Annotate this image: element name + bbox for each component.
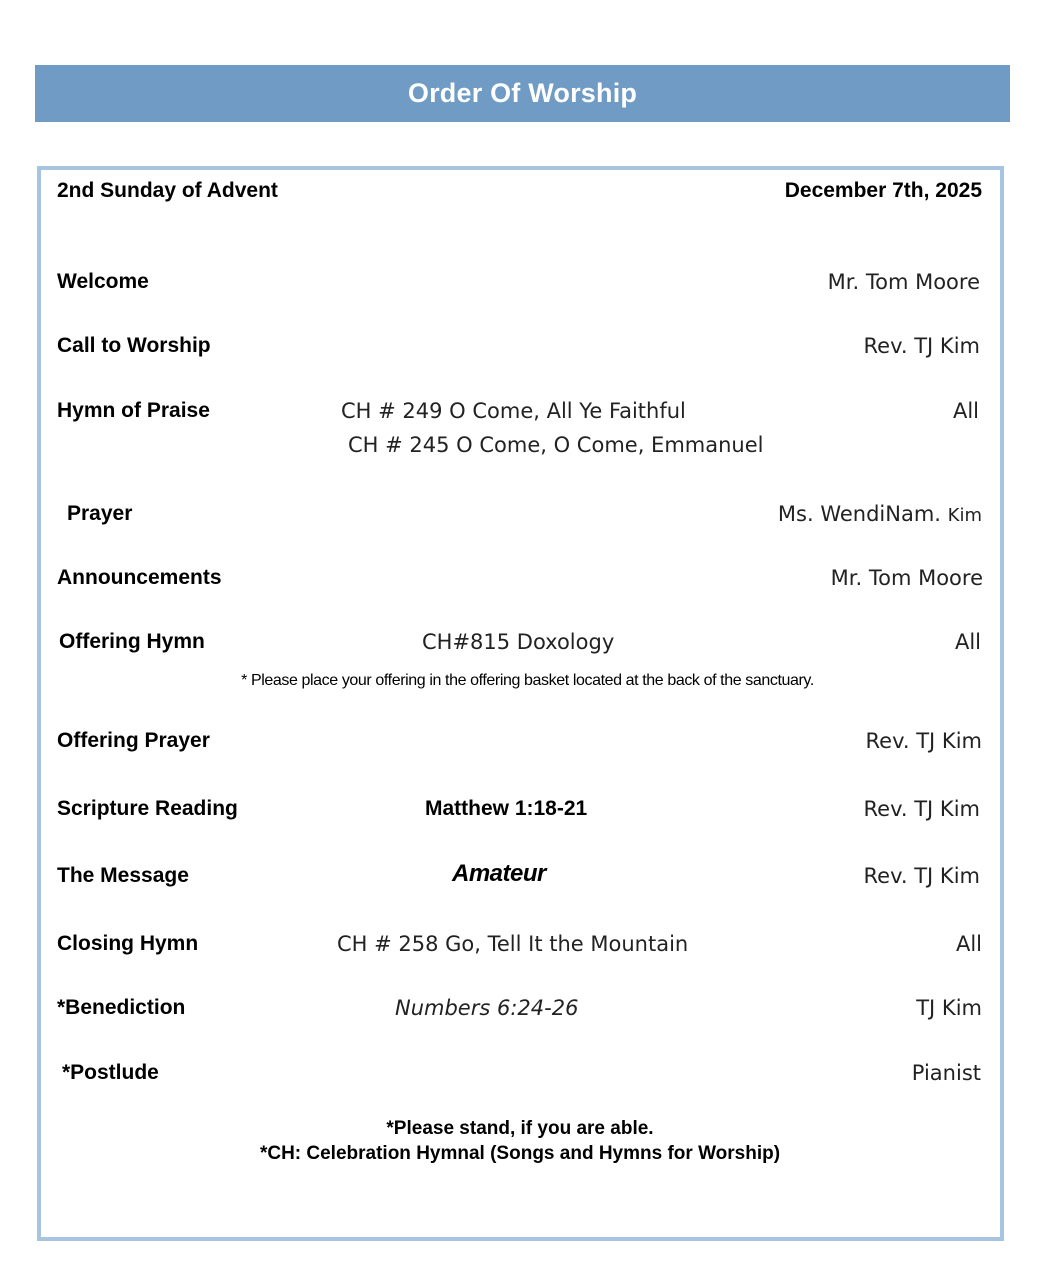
postlude-leader: Pianist bbox=[911, 1061, 981, 1085]
benediction-detail: Numbers 6:24-26 bbox=[395, 996, 579, 1020]
offering-hymn-detail: CH#815 Doxology bbox=[422, 630, 615, 654]
message-label: The Message bbox=[57, 864, 189, 887]
worship-order-frame bbox=[37, 166, 1004, 1241]
offering-hymn-label: Offering Hymn bbox=[59, 630, 205, 653]
call-to-worship-leader: Rev. TJ Kim bbox=[863, 334, 980, 358]
postlude-label: *Postlude bbox=[62, 1061, 159, 1084]
announcements-leader: Mr. Tom Moore bbox=[830, 566, 983, 590]
scripture-reading-label: Scripture Reading bbox=[57, 797, 238, 820]
message-title: Amateur bbox=[452, 860, 546, 887]
welcome-label: Welcome bbox=[57, 270, 149, 293]
hymn-of-praise-label: Hymn of Praise bbox=[57, 399, 210, 422]
scripture-reading-detail: Matthew 1:18-21 bbox=[425, 797, 588, 820]
hymn-of-praise-detail-2: CH # 245 O Come, O Come, Emmanuel bbox=[348, 433, 764, 457]
hymn-of-praise-detail-1: CH # 249 O Come, All Ye Faithful bbox=[341, 399, 686, 423]
prayer-leader bbox=[778, 502, 982, 526]
offering-hymn-leader: All bbox=[954, 630, 981, 654]
page-title-banner bbox=[35, 65, 1010, 122]
closing-hymn-leader: All bbox=[955, 932, 982, 956]
service-occasion: 2nd Sunday of Advent bbox=[57, 179, 278, 202]
page-title: Order Of Worship bbox=[407, 78, 638, 108]
footer-stand-note: *Please stand, if you are able. bbox=[386, 1118, 654, 1139]
scripture-reading-leader: Rev. TJ Kim bbox=[863, 797, 980, 821]
footer-hymnal-note: *CH: Celebration Hymnal (Songs and Hymns for Worship) bbox=[259, 1143, 781, 1164]
announcements-label: Announcements bbox=[57, 566, 222, 589]
offering-prayer-label: Offering Prayer bbox=[57, 729, 210, 752]
closing-hymn-label: Closing Hymn bbox=[57, 932, 199, 955]
hymn-of-praise-leader: All bbox=[952, 399, 979, 423]
prayer-label: Prayer bbox=[67, 502, 133, 525]
service-date: December 7th, 2025 bbox=[784, 179, 982, 202]
prayer-leader-name: Ms. WendiNam. bbox=[777, 502, 941, 526]
offering-prayer-leader: Rev. TJ Kim bbox=[865, 729, 982, 753]
call-to-worship-label: Call to Worship bbox=[57, 334, 211, 357]
message-leader: Rev. TJ Kim bbox=[863, 864, 980, 888]
offering-note: * Please place your offering in the offering basket located at the back of the sanctuary. bbox=[241, 672, 814, 689]
welcome-leader: Mr. Tom Moore bbox=[827, 270, 980, 294]
prayer-leader-surname: Kim bbox=[947, 505, 982, 526]
benediction-leader: TJ Kim bbox=[916, 996, 982, 1020]
benediction-label: *Benediction bbox=[57, 996, 186, 1019]
closing-hymn-detail: CH # 258 Go, Tell It the Mountain bbox=[337, 932, 689, 956]
